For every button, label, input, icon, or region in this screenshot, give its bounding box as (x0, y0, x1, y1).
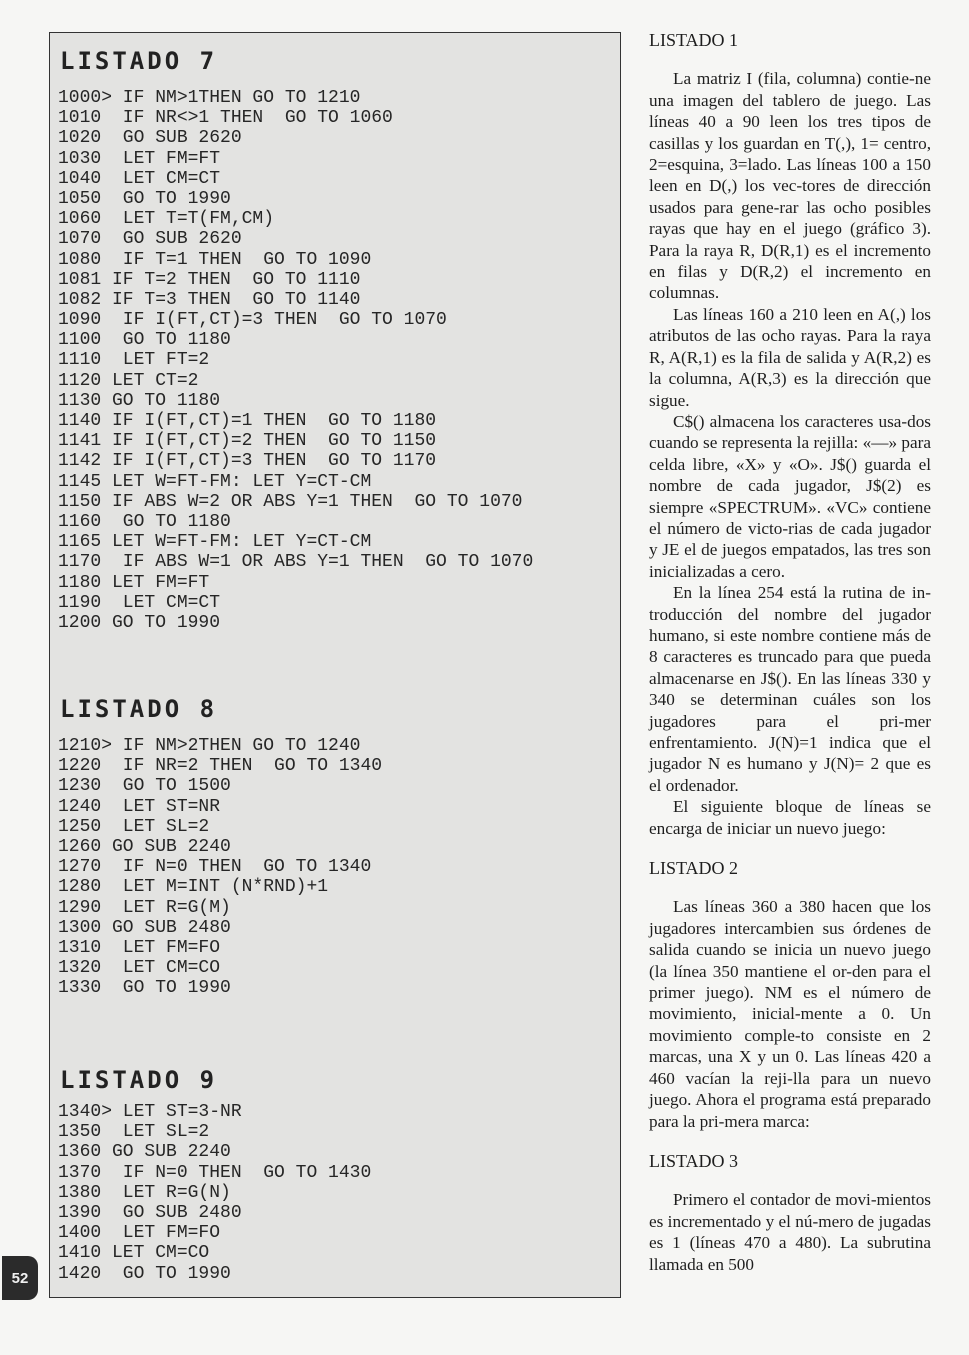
listado-8-title: LISTADO 8 (60, 695, 218, 723)
code-line: 1220 IF NR=2 THEN GO TO 1340 (58, 756, 383, 777)
code-line: 1280 LET M=INT (N*RND)+1 (58, 877, 329, 898)
code-line: 1130 GO TO 1180 (58, 390, 221, 411)
paragraph: C$() almacena los caracteres usa-dos cuando se representa la rejilla: «—» para celda libre, «X» y «O». J$() guarda el nombre de cada jugador, J$(2) es siempre «SPECTRUM». «VC» contiene el número de victo-rias de cada jugador y JE el de juegos empatados, las tres son inicializadas a cero. (649, 411, 931, 581)
heading-listado-2: LISTADO 2 (649, 858, 739, 879)
listado-7-title: LISTADO 7 (60, 47, 218, 75)
code-line: 1230 GO TO 1500 (58, 776, 231, 797)
code-line: 1140 IF I(FT,CT)=1 THEN GO TO 1180 (58, 411, 437, 431)
code-line: 1160 GO TO 1180 (58, 511, 231, 532)
code-line: 1270 IF N=0 THEN GO TO 1340 (58, 857, 372, 878)
code-line: 1210> IF NM>2THEN GO TO 1240 (58, 736, 361, 756)
code-line: 1060 LET T=T(FM,CM) (58, 209, 275, 230)
code-line: 1145 LET W=FT-FM: LET Y=CT-CM (58, 471, 372, 492)
heading-listado-3: LISTADO 3 (649, 1150, 739, 1171)
code-line: 1370 IF N=0 THEN GO TO 1430 (58, 1162, 372, 1183)
code-line: 1360 GO SUB 2240 (58, 1142, 231, 1163)
code-line: 1420 GO TO 1990 (58, 1263, 231, 1284)
heading-listado-1: LISTADO 1 (649, 30, 739, 50)
code-line: 1380 LET R=G(N) (58, 1182, 231, 1203)
code-line: 1400 LET FM=FO (58, 1223, 221, 1244)
paragraph: El siguiente bloque de líneas se encarga de iniciar un nuevo juego: (649, 797, 931, 838)
code-line: 1310 LET FM=FO (58, 937, 221, 958)
code-line: 1020 GO SUB 2620 (58, 128, 242, 149)
code-line: 1030 LET FM=FT (58, 148, 221, 169)
listado-8-code (58, 736, 382, 998)
code-line: 1350 LET SL=2 (58, 1122, 210, 1143)
code-line: 1040 LET CM=CT (58, 168, 221, 189)
code-line: 1081 IF T=2 THEN GO TO 1110 (58, 269, 361, 290)
code-line: 1390 GO SUB 2480 (58, 1202, 242, 1223)
code-line: 1250 LET SL=2 (58, 816, 210, 837)
code-line: 1300 GO SUB 2480 (58, 917, 231, 938)
code-line: 1000> IF NM>1THEN GO TO 1210 (58, 88, 361, 108)
code-line: 1200 GO TO 1990 (58, 612, 221, 633)
code-line: 1070 GO SUB 2620 (58, 229, 242, 250)
code-line: 1080 IF T=1 THEN GO TO 1090 (58, 249, 372, 270)
code-line: 1180 LET FM=FT (58, 572, 210, 593)
code-line: 1190 LET CM=CT (58, 592, 221, 613)
paragraph: Las líneas 160 a 210 leen en A(,) los atributos de las ocho rayas. Para la raya R, A(R,1) es la fila de salida y A(R,2) es la columna, A(R,3) es la dirección que sigue. (649, 304, 931, 410)
code-line: 1110 LET FT=2 (58, 350, 210, 371)
code-line: 1082 IF T=3 THEN GO TO 1140 (58, 289, 361, 310)
code-line: 1090 IF I(FT,CT)=3 THEN GO TO 1070 (58, 310, 447, 331)
code-line: 1320 LET CM=CO (58, 958, 221, 979)
paragraph: Primero el contador de movi-mientos es incrementado y el nú-mero de jugadas es 1 (líneas 470 a 480). La subrutina llamada en 500 (649, 1190, 931, 1274)
listado-9-title: LISTADO 9 (60, 1066, 218, 1094)
code-line: 1165 LET W=FT-FM: LET Y=CT-CM (58, 532, 372, 553)
code-line: 1260 GO SUB 2240 (58, 836, 231, 857)
listado-7-code (58, 88, 533, 633)
code-line: 1170 IF ABS W=1 OR ABS Y=1 THEN GO TO 1070 (58, 552, 534, 573)
code-line: 1050 GO TO 1990 (58, 188, 231, 209)
code-line: 1100 GO TO 1180 (58, 330, 231, 351)
code-line: 1120 LET CT=2 (58, 370, 199, 391)
paragraph: Las líneas 360 a 380 hacen que los jugadores intercambien sus órdenes de salida cuando se inicia un nuevo juego (la línea 350 mantiene el or-den para el primer juego). NM es el número de movimiento, inicial-mente a 0. Un movimiento comple-to consiste en 2 marcas, una X y un 0. Las líneas 420 a 460 vacían la reji-lla para un nuevo juego. Ahora el programa está preparado para la pri-mera marca: (649, 897, 931, 1131)
code-listing-box (49, 32, 621, 1298)
code-line: 1141 IF I(FT,CT)=2 THEN GO TO 1150 (58, 431, 437, 452)
page-number-badge: 52 (2, 1256, 38, 1300)
code-line: 1290 LET R=G(M) (58, 897, 231, 918)
code-line: 1340> LET ST=3-NR (58, 1102, 242, 1122)
code-line: 1150 IF ABS W=2 OR ABS Y=1 THEN GO TO 1070 (58, 491, 523, 512)
paragraph: En la línea 254 está la rutina de in-troducción del nombre del jugador humano, si este nombre contiene más de 8 caracteres es truncado para que pueda almacenarse en J$(). En las líneas 330 y 340 se determinan cuáles son los jugadores para el pri-mer enfrentamiento. J(N)=1 indica que el jugador N es humano y J(N)= 2 que es el ordenador. (649, 583, 931, 795)
code-line: 1142 IF I(FT,CT)=3 THEN GO TO 1170 (58, 451, 437, 472)
code-line: 1330 GO TO 1990 (58, 978, 231, 999)
code-line: 1240 LET ST=NR (58, 796, 221, 817)
paragraph: La matriz I (fila, columna) contie-ne una imagen del tablero de juego. Las líneas 40 a 90 leen los tres tipos de casillas y los guardan en T(,), 1= centro, 2=esquina, 3=lado. Las líneas 100 a 150 leen en D(,) los vec-tores de dirección usados para gene-rar las ocho posibles rayas que hay en el juego (gráfico 3). Para la raya R, D(R,1) es el incremento en filas y D(R,2) el incremento en columnas. (649, 69, 931, 303)
article-text (649, 30, 931, 1275)
code-line: 1410 LET CM=CO (58, 1243, 210, 1264)
code-line: 1010 IF NR<>1 THEN GO TO 1060 (58, 108, 393, 129)
listado-9-code (58, 1102, 371, 1284)
